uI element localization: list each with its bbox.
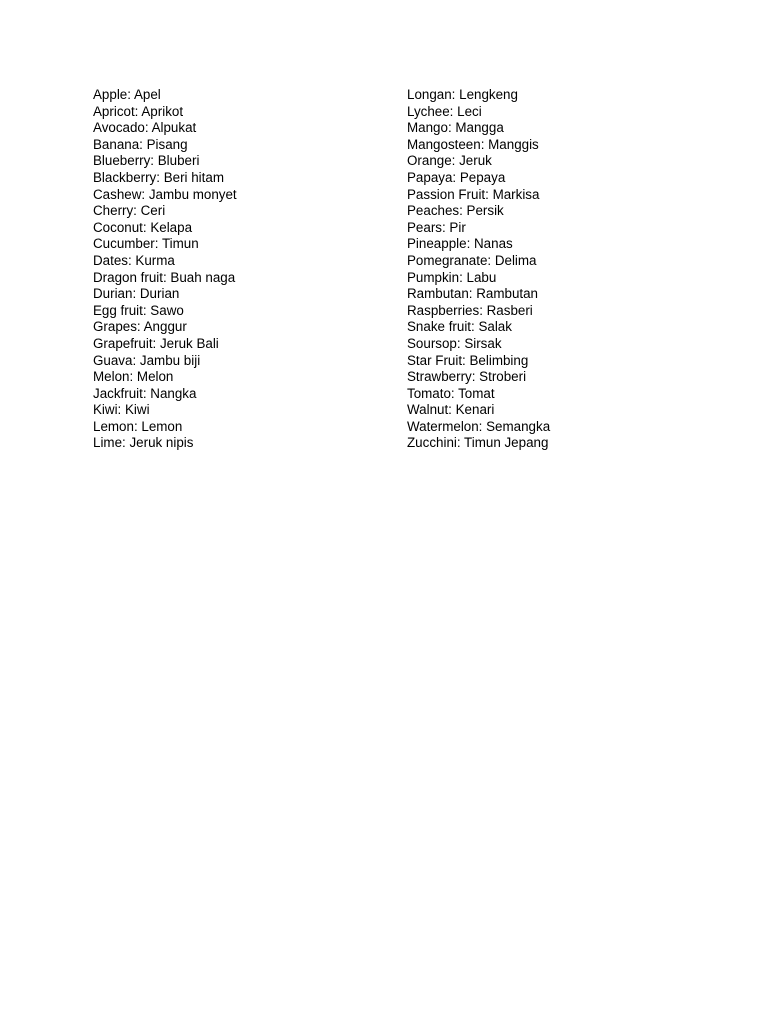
fruit-entry: Guava: Jambu biji — [93, 352, 201, 368]
fruit-entry: Pomegranate: Delima — [407, 252, 537, 268]
fruit-entry: Orange: Jeruk — [407, 153, 492, 169]
fruit-entry: Pears: Pir — [407, 219, 466, 235]
fruit-entry: Snake fruit: Salak — [407, 319, 512, 335]
fruit-entry: Banana: Pisang — [93, 136, 188, 152]
fruit-entry: Zucchini: Timun Jepang — [407, 435, 549, 451]
fruit-entry: Papaya: Pepaya — [407, 169, 506, 185]
fruit-entry: Mango: Mangga — [407, 120, 504, 136]
fruit-entry: Egg fruit: Sawo — [93, 302, 184, 318]
fruit-entry: Rambutan: Rambutan — [407, 286, 539, 302]
fruit-entry: Apple: Apel — [93, 87, 161, 102]
fruit-list-right — [407, 87, 727, 452]
fruit-entry: Soursop: Sirsak — [407, 335, 502, 351]
fruit-entry: Blueberry: Bluberi — [93, 153, 200, 169]
fruit-entry: Lychee: Leci — [407, 103, 482, 119]
fruit-entry: Mangosteen: Manggis — [407, 136, 539, 152]
fruit-entry: Walnut: Kenari — [407, 402, 495, 418]
fruit-entry: Grapes: Anggur — [93, 319, 187, 335]
fruit-entry: Pineapple: Nanas — [407, 236, 513, 252]
fruit-entry: Kiwi: Kiwi — [93, 402, 150, 418]
fruit-entry: Jackfruit: Nangka — [93, 385, 197, 401]
fruit-entry: Peaches: Persik — [407, 203, 504, 219]
fruit-entry: Apricot: Aprikot — [93, 103, 184, 119]
fruit-entry: Dragon fruit: Buah naga — [93, 269, 236, 285]
fruit-entry: Dates: Kurma — [93, 252, 175, 268]
fruit-entry: Durian: Durian — [93, 286, 180, 302]
fruit-entry: Longan: Lengkeng — [407, 87, 518, 102]
fruit-entry: Cherry: Ceri — [93, 203, 166, 219]
fruit-entry: Watermelon: Semangka — [407, 418, 551, 434]
fruit-entry: Star Fruit: Belimbing — [407, 352, 529, 368]
fruit-entry: Melon: Melon — [93, 369, 174, 385]
fruit-entry: Blackberry: Beri hitam — [93, 169, 224, 185]
fruit-list-left — [93, 87, 383, 452]
fruit-entry: Grapefruit: Jeruk Bali — [93, 335, 219, 351]
fruit-entry: Passion Fruit: Markisa — [407, 186, 540, 202]
fruit-entry: Coconut: Kelapa — [93, 219, 193, 235]
fruit-entry: Strawberry: Stroberi — [407, 369, 527, 385]
fruit-entry: Pumpkin: Labu — [407, 269, 497, 285]
fruit-entry: Lime: Jeruk nipis — [93, 435, 194, 451]
fruit-entry: Lemon: Lemon — [93, 418, 183, 434]
fruit-entry: Cucumber: Timun — [93, 236, 199, 252]
fruit-entry: Tomato: Tomat — [407, 385, 495, 401]
fruit-entry: Cashew: Jambu monyet — [93, 186, 237, 202]
fruit-entry: Avocado: Alpukat — [93, 120, 197, 136]
fruit-entry: Raspberries: Rasberi — [407, 302, 533, 318]
